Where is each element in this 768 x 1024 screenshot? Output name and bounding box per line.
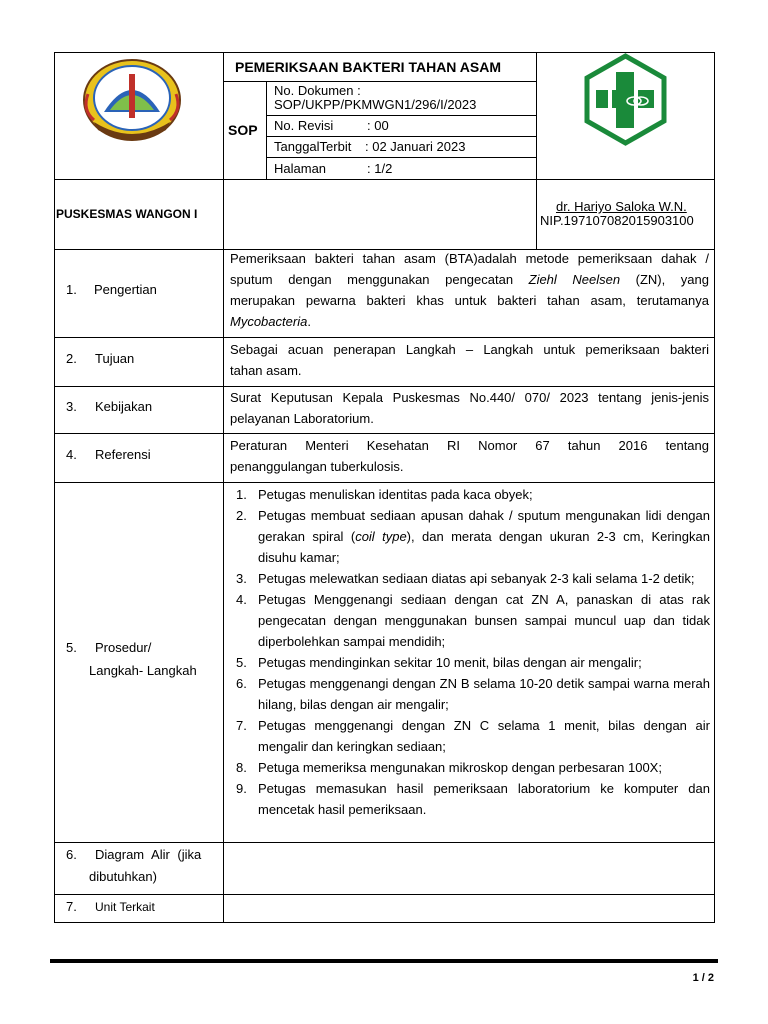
section-1-text — [230, 248, 709, 332]
section-1-label: Pengertian — [94, 282, 157, 297]
footer-rule — [50, 959, 718, 963]
rule-left-col — [223, 52, 224, 923]
procedure-step-number: 3. — [236, 571, 247, 586]
s1-line-1: Pemeriksaan bakteri tahan asam (BTA)adalah metode pemeriksaan dahak / — [230, 251, 709, 266]
s4-line-2: penanggulangan tuberkulosis. — [230, 459, 404, 474]
procedure-step-number: 7. — [236, 718, 247, 733]
procedure-step-2 — [232, 505, 710, 568]
section-3-text — [230, 387, 709, 429]
section-1-number: 1. — [66, 282, 77, 297]
s1-zn-italic: Ziehl Neelsen — [528, 272, 621, 287]
rule-s6-bottom — [54, 894, 715, 895]
procedure-step-text: Petugas memasukan hasil pemeriksaan laboratorium ke komputer dan mencetak hasil pemeriksaan. — [258, 781, 710, 817]
s2-line-1: Sebagai acuan penerapan Langkah – Langkah untuk pemeriksaan bakteri — [230, 342, 709, 357]
institution-name: PUSKESMAS WANGON I — [56, 207, 198, 221]
procedure-steps — [232, 484, 710, 820]
s1-line-2a: sputum dengan menggunakan pengecatan — [230, 272, 529, 287]
s1-line-3: merupakan pewarna bakteri khas untuk bakteri tahan asam, terutamanya — [230, 293, 709, 308]
signer-nip: NIP.197107082015903100 — [540, 213, 694, 228]
section-4-label: Referensi — [95, 447, 151, 462]
section-5-number: 5. — [66, 640, 77, 655]
section-3-label: Kebijakan — [95, 399, 153, 414]
section-5-label-1: Prosedur/ — [95, 640, 152, 655]
doc-no-label: No. Dokumen : — [274, 83, 361, 98]
date-value: : 02 Januari 2023 — [365, 139, 466, 154]
s4-line-1: Peraturan Menteri Kesehatan RI Nomor 67 tahun 2016 tentang — [230, 438, 709, 453]
procedure-step-text: Petugas menggenangi dengan ZN B selama 10-20 detik sampai warna merah hilang, bilas dengan air mengalir; — [258, 676, 710, 712]
sop-label: SOP — [228, 122, 258, 138]
procedure-step-text: Petugas mendinginkan sekitar 10 menit, bilas dengan air mengalir; — [258, 655, 642, 670]
date-label: TanggalTerbit — [274, 139, 352, 154]
doc-no-value: SOP/UKPP/PKMWGN1/296/I/2023 — [274, 97, 477, 112]
rule-sop-col — [266, 81, 267, 179]
procedure-step-text-cont: ), dan merata dengan ukuran 2-3 cm, Keringkan disuhu kamar; — [258, 529, 710, 565]
section-2-label: Tujuan — [95, 351, 135, 366]
puskesmas-logo — [578, 52, 673, 147]
rule-s5-bottom — [54, 842, 715, 843]
rule-revisi-bottom — [266, 136, 536, 137]
s3-line-2: pelayanan Laboratorium. — [230, 411, 374, 426]
section-7-label: Unit Terkait — [95, 900, 155, 914]
procedure-step-number: 9. — [236, 781, 247, 796]
section-3-number: 3. — [66, 399, 77, 414]
s1-line-4b: . — [307, 314, 311, 329]
section-6-number: 6. — [66, 847, 77, 862]
procedure-step-text: Petuga memeriksa mengunakan mikroskop dengan perbesaran 100X; — [258, 760, 662, 775]
rule-date-bottom — [266, 157, 536, 158]
procedure-step-text: Petugas Menggenangi sediaan dengan cat ZN A, panaskan di atas rak pengecatan dengan menggunakan bunsen sampai muncul uap dan tidak diperbolehkan sampai mendidih; — [258, 592, 710, 649]
revision-value: : 00 — [367, 118, 389, 133]
procedure-step-6 — [232, 673, 710, 715]
procedure-step-9 — [232, 778, 710, 820]
footer-page-number: 1 / 2 — [692, 972, 714, 984]
procedure-step-8 — [232, 757, 710, 778]
rule-right-col — [536, 52, 537, 249]
signer-name: dr. Hariyo Saloka W.N. — [556, 199, 687, 214]
section-5-label-2: Langkah- Langkah — [89, 663, 197, 678]
procedure-step-text: Petugas menggenangi dengan ZN C selama 1 menit, bilas dengan air mengalir dan keringkan sediaan; — [258, 718, 710, 754]
procedure-step-text: Petugas melewatkan sediaan diatas api sebanyak 2-3 kali selama 1-2 detik; — [258, 571, 695, 586]
s1-line-4 — [230, 311, 709, 332]
section-7-number: 7. — [66, 899, 77, 914]
procedure-step-4 — [232, 589, 710, 652]
rule-s3-bottom — [54, 433, 715, 434]
section-6-label-2: dibutuhkan) — [89, 869, 157, 884]
rule-title-bottom — [223, 81, 536, 82]
procedure-step-text: Petugas membuat sediaan apusan dahak / sputum mengunakan lidi dengan gerakan spiral ( — [258, 508, 710, 544]
procedure-step-3 — [232, 568, 710, 589]
section-6-label-1: Diagram Alir (jika — [95, 847, 202, 862]
page-value: : 1/2 — [367, 161, 393, 176]
procedure-step-number: 1. — [236, 487, 247, 502]
section-4-text — [230, 435, 709, 477]
procedure-step-7 — [232, 715, 710, 757]
procedure-step-1 — [232, 484, 710, 505]
s3-line-1: Surat Keputusan Kepala Puskesmas No.440/ 070/ 2023 tentang jenis-jenis — [230, 390, 709, 405]
regional-emblem-logo — [80, 54, 184, 146]
s2-line-2: tahan asam. — [230, 363, 302, 378]
procedure-step-number: 6. — [236, 676, 247, 691]
s1-line-2 — [230, 269, 709, 290]
revision-label: No. Revisi — [274, 118, 334, 133]
rule-s4-bottom — [54, 482, 715, 483]
procedure-step-number: 8. — [236, 760, 247, 775]
procedure-step-italic: coil type — [355, 529, 407, 544]
rule-docno-bottom — [266, 115, 536, 116]
section-2-number: 2. — [66, 351, 77, 366]
section-2-text — [230, 339, 709, 381]
s1-mycobacteria-italic: Mycobacteria — [230, 314, 308, 329]
document-title: PEMERIKSAAN BAKTERI TAHAN ASAM — [235, 59, 501, 75]
rule-s1-bottom — [54, 337, 715, 338]
s1-line-2b: (ZN), yang — [620, 272, 709, 287]
procedure-step-5 — [232, 652, 710, 673]
rule-header-bottom — [54, 179, 715, 180]
procedure-step-number: 5. — [236, 655, 247, 670]
procedure-step-text: Petugas menuliskan identitas pada kaca obyek; — [258, 487, 533, 502]
procedure-step-number: 4. — [236, 592, 247, 607]
page-label: Halaman — [274, 161, 327, 176]
procedure-step-number: 2. — [236, 508, 247, 523]
section-4-number: 4. — [66, 447, 77, 462]
